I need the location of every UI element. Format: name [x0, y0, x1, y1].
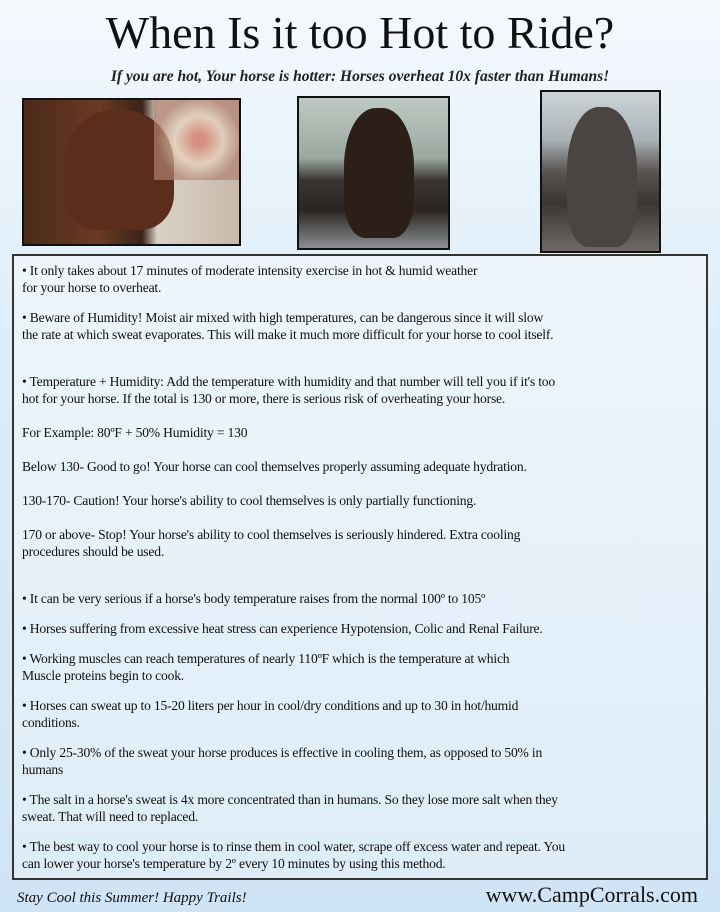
fact-item: • Only 25-30% of the sweat your horse produces is effective in cooling them, as opposed to 50% in humans: [22, 745, 543, 777]
footer: [0, 880, 720, 912]
facts-box: [12, 254, 708, 880]
horse-shape: [567, 107, 637, 247]
fact-item: • Horses suffering from excessive heat stress can experience Hypotension, Colic and Renal Failure.: [22, 621, 543, 636]
photo-row: [0, 88, 720, 254]
footer-website: www.CampCorrals.com: [485, 882, 698, 907]
thi-example: For Example: 80ºF + 50% Humidity = 130: [22, 425, 248, 440]
horse-hosed-photo: [297, 96, 450, 250]
fact-item: • Beware of Humidity! Moist air mixed with high temperatures, can be dangerous since it will slow the rate at which sweat evaporates. This will make it much more difficult for your horse to cool itself.: [22, 310, 554, 342]
fact-item: • It can be very serious if a horse's body temperature raises from the normal 100º to 105º: [22, 591, 486, 606]
fact-item: • Temperature + Humidity: Add the temperature with humidity and that number will tell you if it's too hot for your horse. If the total is 130 or more, there is serious risk of overheating your horse.: [22, 374, 555, 406]
fact-item: • It only takes about 17 minutes of moderate intensity exercise in hot & humid weather for your horse to overheat.: [22, 263, 478, 295]
footer-slogan: Stay Cool this Summer! Happy Trails!: [17, 890, 247, 906]
fact-item: • Working muscles can reach temperatures of nearly 110ºF which is the temperature at which Muscle proteins begin to cook.: [22, 651, 510, 683]
horse-sweating-photo: [540, 90, 661, 253]
temperature-humidity-section: [22, 356, 700, 577]
horse-dressage-photo: [22, 98, 241, 246]
thi-below-130: Below 130- Good to go! Your horse can cool themselves properly assuming adequate hydration.: [22, 459, 527, 474]
subtitle: If you are hot, Your horse is hotter: Horses overheat 10x faster than Humans!: [110, 68, 610, 85]
horse-shape: [64, 110, 174, 230]
thi-130-170: 130-170- Caution! Your horse's ability to cool themselves is only partially functioning.: [22, 493, 477, 508]
page-title: When Is it too Hot to Ride?: [105, 7, 615, 58]
fact-item: • The salt in a horse's sweat is 4x more concentrated than in humans. So they lose more salt when they sweat. That will need to replaced.: [22, 792, 558, 824]
fact-item: • The best way to cool your horse is to rinse them in cool water, scrape off excess water and repeat. You can lower your horse's temperature by 2º every 10 minutes by using this method.: [22, 839, 565, 871]
horse-shape: [344, 108, 414, 238]
fact-item: • Horses can sweat up to 15-20 liters per hour in cool/dry conditions and up to 30 in hot/humid conditions.: [22, 698, 519, 730]
thi-170-above: 170 or above- Stop! Your horse's ability to cool themselves is seriously hindered. Extra cooling procedures should be used.: [22, 527, 521, 559]
